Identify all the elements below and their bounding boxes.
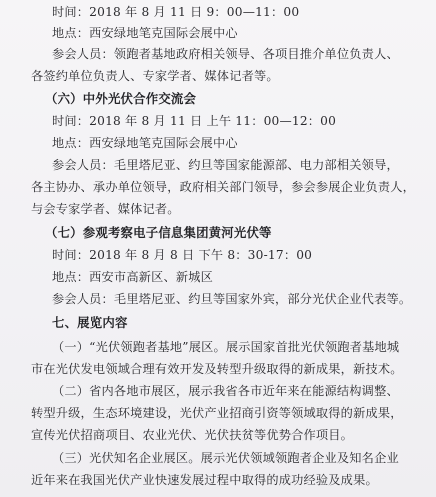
meeting6-attendees-line1: 参会人员：毛里塔尼亚、约旦等国家能源部、电力部相关领导， bbox=[52, 158, 399, 172]
meeting5-time: 时间：2018 年 8 月 11 日 9：00—11：00 bbox=[52, 5, 300, 19]
visit-time: 时间：2018 年 8 月 8 日 下午 8：30-17：00 bbox=[52, 248, 313, 262]
meeting6-attendees-line3: 与会专家学者、媒体记者。 bbox=[31, 202, 180, 216]
exhibit-1-line2: 市在光伏发电领域合理有效开发及转型升级取得的新成果，新技术。 bbox=[31, 362, 403, 376]
meeting6-attendees-line2: 各主协办、承办单位领导，政府相关部门领导，参会参展企业负责人， bbox=[31, 180, 416, 194]
section-7-heading: （七）参观考察电子信息集团黄河光伏等 bbox=[45, 225, 272, 240]
visit-location: 地点：西安市高新区、新城区 bbox=[52, 270, 214, 284]
exhibit-2-line1: （二）省内各地市展区，展示我省各市近年来在能源结构调整、 bbox=[52, 384, 399, 398]
exhibit-1-line1: （一）“光伏领跑者基地”展区。展示国家首批光伏领跑者基地城 bbox=[52, 340, 400, 354]
meeting5-attendees-line2: 各签约单位负责人、专家学者、媒体记者等。 bbox=[31, 69, 279, 83]
meeting6-time: 时间：2018 年 8 月 11 日 上午 11：00—12：00 bbox=[52, 114, 337, 128]
chapter-7-heading: 七、展览内容 bbox=[52, 315, 128, 330]
meeting5-attendees-line1: 参会人员：领跑者基地政府相关领导、各项目推介单位负责人、 bbox=[52, 47, 399, 61]
exhibit-3-line2: 近年来在我国光伏产业快速发展过程中取得的成功经验及成果。 bbox=[31, 473, 378, 487]
visit-attendees: 参会人员：毛里塔尼亚、约旦等国家外宾，部分光伏企业代表等。 bbox=[52, 292, 412, 306]
exhibit-2-line3: 宣传光伏招商项目、农业光伏、光伏扶贫等优势合作项目。 bbox=[31, 428, 354, 442]
meeting5-location: 地点：西安绿地笔克国际会展中心 bbox=[52, 26, 238, 40]
section-6-heading: （六）中外光伏合作交流会 bbox=[45, 91, 197, 106]
exhibit-3-line1: （三）光伏知名企业展区。展示光伏领域领跑者企业及知名企业 bbox=[52, 451, 399, 465]
meeting6-location: 地点：西安绿地笔克国际会展中心 bbox=[52, 136, 238, 150]
exhibit-2-line2: 转型升级，生态环境建设，光伏产业招商引资等领域取得的新成果， bbox=[31, 406, 403, 420]
